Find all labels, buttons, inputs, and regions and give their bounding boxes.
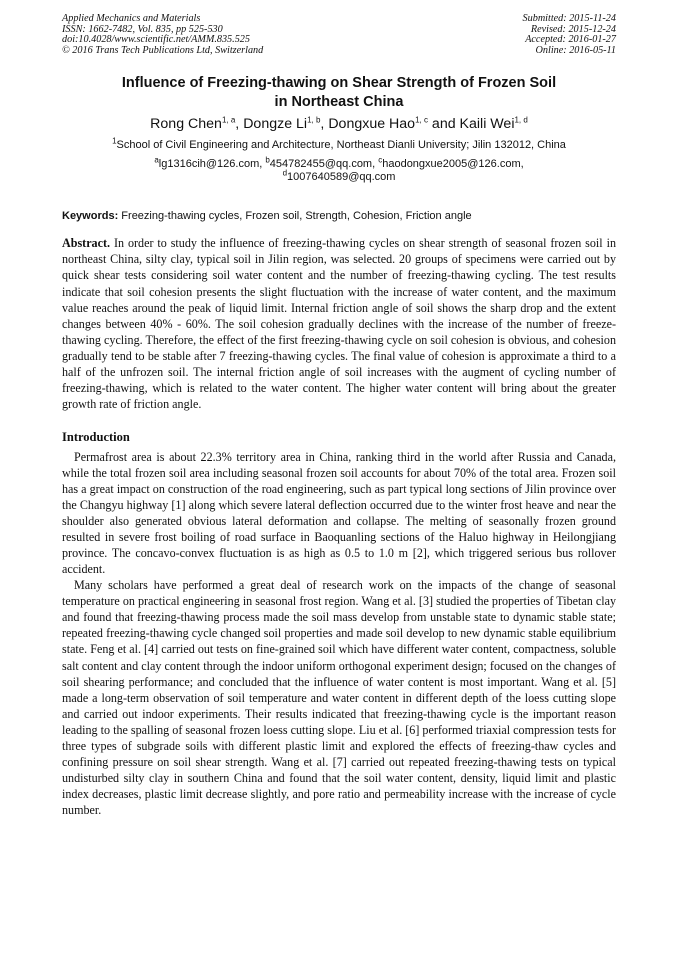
affiliation-text: School of Civil Engineering and Architecture, Northeast Dianli University; Jilin 132012, China	[116, 139, 566, 152]
author-affil-marker: 1, b	[307, 115, 321, 125]
author-affil-marker: 1, d	[514, 115, 528, 125]
email-marker: d	[282, 168, 288, 178]
issn-line: ISSN: 1662-7482, Vol. 835, pp 525-530	[62, 23, 223, 35]
journal-name: Applied Mechanics and Materials	[62, 13, 201, 24]
email-marker: a	[154, 155, 159, 165]
author-affil-marker: 1, a	[221, 115, 236, 125]
email-address: haodongxue2005@126.com,	[382, 158, 524, 171]
author-name: Kaili Wei	[459, 116, 515, 133]
email-line-2	[62, 168, 616, 184]
journal-header	[62, 14, 616, 56]
affiliation-marker: 1	[112, 136, 117, 146]
author-list	[62, 114, 616, 134]
section-heading-introduction: Introduction	[62, 429, 130, 444]
doi-line: doi:10.4028/www.scientific.net/AMM.835.525	[62, 34, 250, 46]
online-date: Online: 2016-05-11	[535, 44, 616, 56]
keywords-text: Freezing-thawing cycles, Frozen soil, Strength, Cohesion, Friction angle	[118, 210, 472, 223]
email-address: 454782455@qq.com,	[269, 158, 379, 171]
title-line-2: in Northeast China	[274, 93, 404, 110]
author-affil-marker: 1, c	[415, 115, 428, 125]
paper-title	[62, 74, 616, 111]
email-address: 1007640589@qq.com	[287, 171, 396, 184]
accepted-date: Accepted: 2016-01-27	[525, 34, 616, 46]
revised-date: Revised: 2015-12-24	[530, 23, 616, 35]
introduction-paragraph-1: Permafrost area is about 22.3% territory area in China, ranking third in the world after Russia and Canada, while the total frozen soil area including seasonal frozen soil accounts for about 70% of the total area. Frozen soil has a great impact on construction of the road engineering, such as part typical long sections of Jilin province over the Changyu highway [1] along which severe lateral deflection occurred due to the winter frost heave and near the shoulder also generated obvious lateral deformation and collapse. The melting of seasonally frozen ground resulted in severe frost boiling of road surface in Baoquanling sections of the Haluo highway in Heilongjiang province. The concavo-convex fluctuation is as high as 0.5 to 1.0 m [2], which triggered serious bus rollover accident.	[62, 449, 616, 577]
author-separator: and	[427, 116, 460, 133]
introduction-paragraph-2: Many scholars have performed a great deal of research work on the impacts of the change of seasonal temperature on practical engineering in seasonal frost region. Wang et al. [3] studied the properties of Tibetan clay and found that freezing-thawing process made the soil mass develop from unstable state to dynamic stable state; repeated freezing-thawing cycle changed soil properties and made soil develop to new dynamic stable equilibrium state. Feng et al. [4] carried out tests on fine-grained soil which have different water content, compactness, soluble salt content and clay content through the indoor uniform orthogonal experiment design; focused on the changes of soil shearing performance; and concluded that the influence of water content is most important. Wang et al. [5] made a long-term observation of soil temperature and water content in different depth of the loess cutting slope and carried out indoor experiments. Their results indicated that freezing-thawing cycle is the important reason leading to the spalling of seasonal frozen loess cutting slope. Liu et al. [6] performed triaxial compression tests for three types of subgrade soils with different plastic limit and explored the effects of freezing-thaw cycles and confining pressure on soil shear strength. Wang et al. [7] carried out repeated freezing-thawing tests on typical undisturbed silty clay in southern China and found that the soil water content, density, liquid limit and plastic index decreases, plastic limit decrease slightly, and pore ratio and permeability increase with the increase of cycle number.	[62, 578, 616, 817]
author-name: Dongze Li	[243, 116, 308, 133]
abstract-label: Abstract.	[62, 236, 111, 251]
keywords	[62, 209, 616, 223]
publication-dates	[523, 14, 616, 56]
copyright-line: © 2016 Trans Tech Publications Ltd, Switzerland	[62, 44, 264, 56]
email-address: lg1316cih@126.com,	[158, 158, 266, 171]
affiliation	[62, 138, 616, 152]
submitted-date: Submitted: 2015-11-24	[522, 13, 616, 24]
email-line-1	[62, 155, 616, 171]
email-marker: b	[265, 155, 270, 165]
title-line-1: Influence of Freezing-thawing on Shear Strength of Frozen Soil	[121, 75, 557, 92]
author-separator: ,	[320, 116, 329, 133]
email-list	[62, 155, 616, 184]
abstract	[62, 235, 616, 412]
abstract-text: In order to study the influence of freezing-thawing cycles on shear strength of seasonal frozen soil in northeast China, silty clay, typical soil in Jilin region, was selected. 20 groups of specimens were carried out by quick shear tests considering soil water content and the number of freezing-thawing cycling. The test results indicate that soil cohesion presents the slight fluctuation with the increase of water content, and the maximum value reaches around the peak of liquid limit. Internal friction angle of soil shows the sharp drop and the extent changes between 40% - 60%. The soil cohesion gradually declines with the increase of the number of freeze-thawing cycling. Therefore, the effect of the first freezing-thawing cycle on soil cohesion is obvious, and cohesion gradually tend to be stable after 7 freezing-thawing cycles. The final value of cohesion is approximate a third to a half of the unfrozen soil. The internal friction angle of soil increases with the augment of cycling number of freezing-thawing, which is related to the water content. The higher water content will bring about the greater growth rate of friction angle.	[62, 236, 616, 411]
author-name: Rong Chen	[150, 116, 222, 133]
keywords-label: Keywords:	[62, 210, 119, 223]
email-marker: c	[378, 155, 383, 165]
author-name: Dongxue Hao	[328, 116, 416, 133]
author-separator: ,	[235, 116, 244, 133]
journal-info	[62, 14, 263, 56]
